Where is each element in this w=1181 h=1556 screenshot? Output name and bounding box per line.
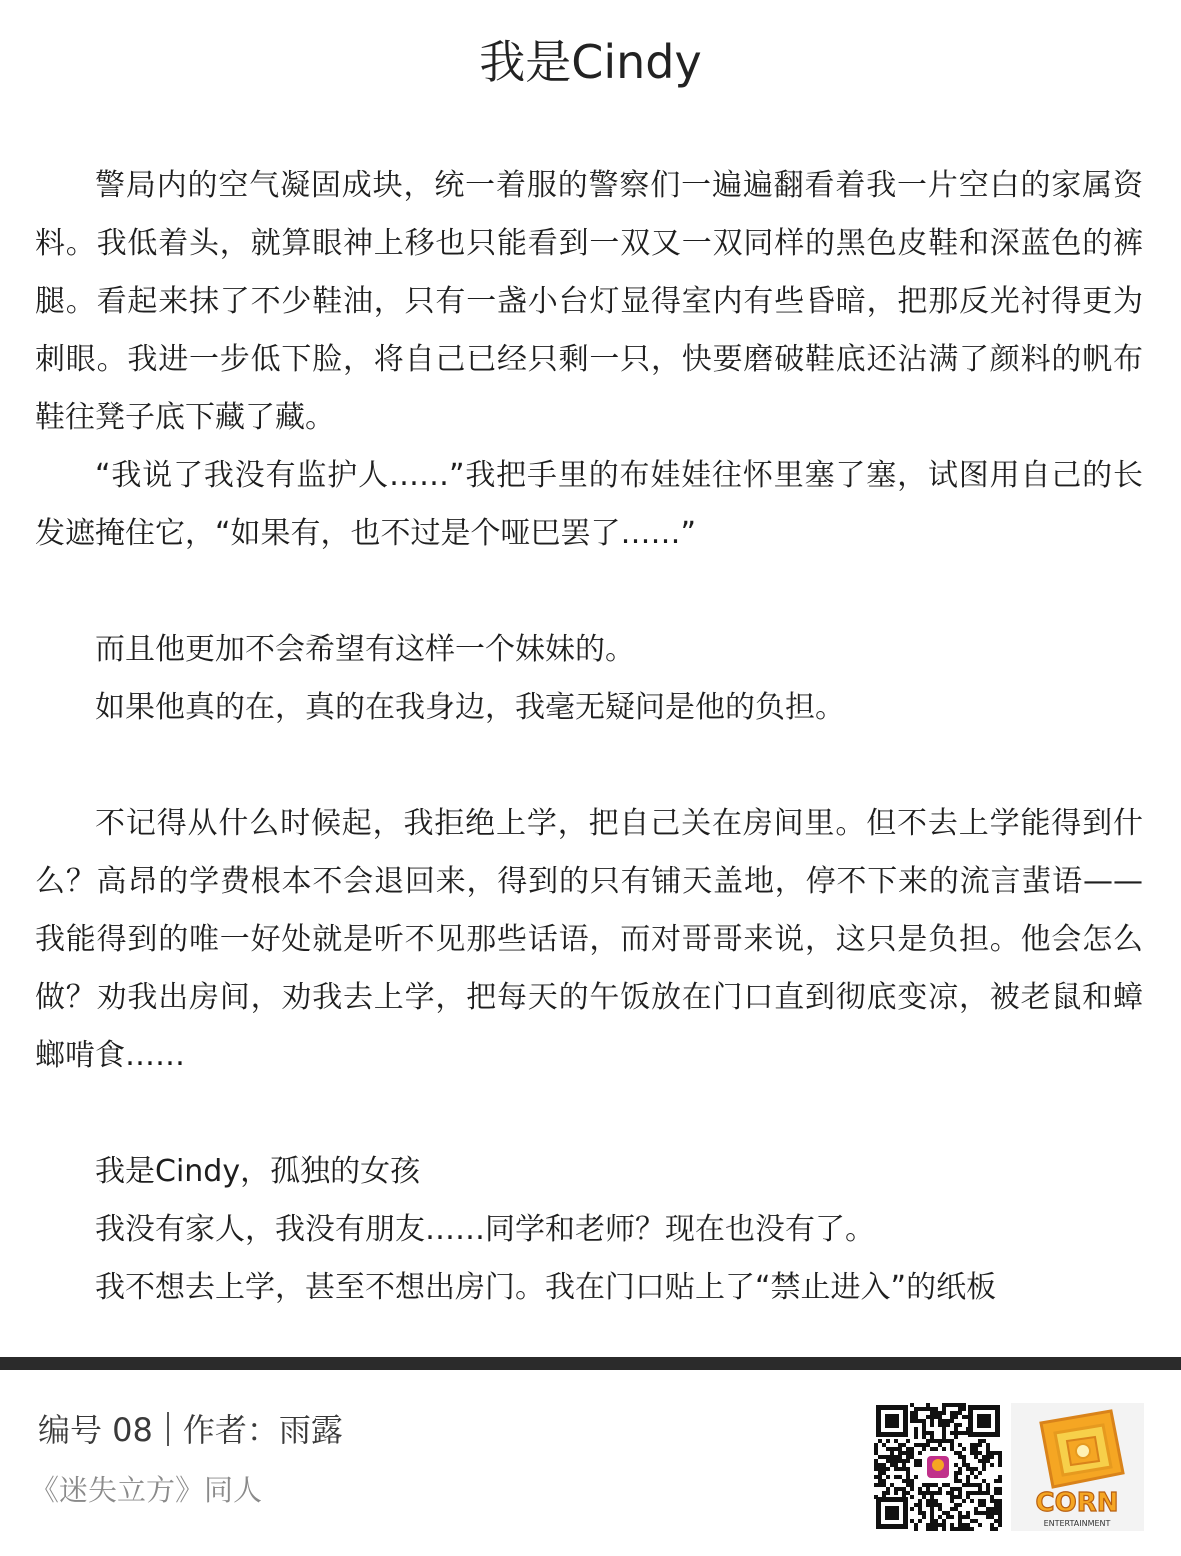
paragraph: 而且他更加不会希望有这样一个妹妹的。 <box>95 632 635 667</box>
blank-line <box>35 737 1143 795</box>
logo-brand-text: CORN <box>1035 1488 1119 1518</box>
paragraph: 我不想去上学，甚至不想出房门。我在门口贴上了“禁止进入”的纸板 <box>95 1270 997 1305</box>
separator <box>167 1412 169 1446</box>
footer-divider <box>0 1357 1181 1370</box>
blank-line <box>35 1085 1143 1143</box>
story-body <box>35 157 1143 1317</box>
paragraph: 我没有家人，我没有朋友……同学和老师？现在也没有了。 <box>95 1212 875 1247</box>
fandom-subtitle: 《迷失立方》同人 <box>30 1473 263 1507</box>
qr-code <box>874 1403 1002 1531</box>
paragraph: “我说了我没有监护人……”我把手里的布娃娃往怀里塞了塞，试图用自己的长发遮掩住它，“如果有，也不过是个哑巴罢了……” <box>35 458 1143 551</box>
corn-entertainment-logo <box>1011 1403 1144 1531</box>
paragraph: 警局内的空气凝固成块，统一着服的警察们一遍遍翻看着我一片空白的家属资料。我低着头，就算眼神上移也只能看到一双又一双同样的黑色皮鞋和深蓝色的裤腿。看起来抹了不少鞋油，只有一盏小台灯显得室内有些昏暗，把那反光衬得更为刺眼。我进一步低下脸，将自己已经只剩一只，快要磨破鞋底还沾满了颜料的帆布鞋往凳子底下藏了藏。 <box>35 168 1143 435</box>
paragraph: 我是Cindy，孤独的女孩 <box>95 1154 421 1189</box>
entry-number: 编号 08 <box>38 1411 153 1449</box>
paragraph: 如果他真的在，真的在我身边，我毫无疑问是他的负担。 <box>95 690 845 725</box>
paragraph: 不记得从什么时候起，我拒绝上学，把自己关在房间里。但不去上学能得到什么？高昂的学费根本不会退回来，得到的只有铺天盖地，停不下来的流言蜚语——我能得到的唯一好处就是听不见那些话语，而对哥哥来说，这只是负担。他会怎么做？劝我出房间，劝我去上学，把每天的午饭放在门口直到彻底变凉，被老鼠和蟑螂啃食…… <box>35 806 1143 1073</box>
blank-line <box>35 563 1143 621</box>
logo-sub-text: ENTERTAINMENT <box>1043 1519 1111 1528</box>
footer-meta <box>38 1406 343 1454</box>
author-label: 作者：雨露 <box>182 1411 343 1449</box>
page-title: 我是Cindy <box>479 35 702 89</box>
